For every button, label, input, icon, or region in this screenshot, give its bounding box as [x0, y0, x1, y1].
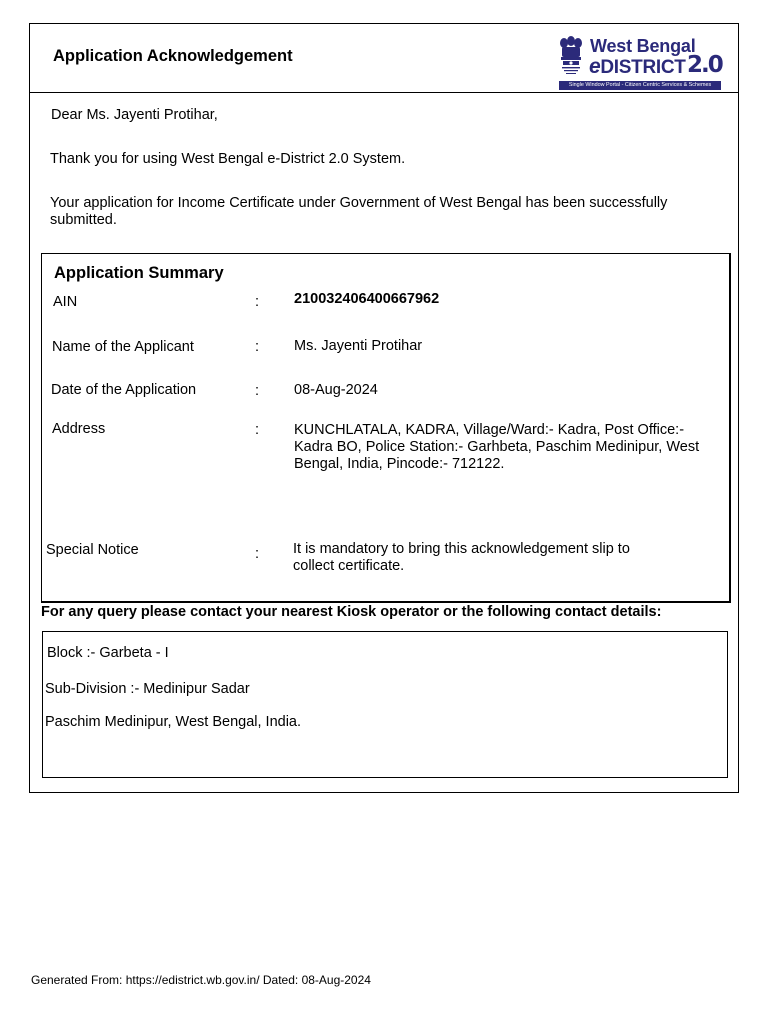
footer-generated-from: Generated From: https://edistrict.wb.gov.in/ Dated: 08-Aug-2024 [31, 973, 371, 987]
logo-district-word: DISTRICT [600, 57, 686, 78]
logo-e-letter: e [589, 55, 601, 78]
applicant-name-label: Name of the Applicant [52, 339, 194, 355]
application-date-label: Date of the Application [51, 382, 197, 398]
address-colon: : [255, 422, 260, 438]
acknowledgement-frame [29, 23, 739, 793]
submission-message: Your application for Income Certificate under Government of West Bengal has been successfully submitted. [50, 195, 668, 228]
contact-district: Paschim Medinipur, West Bengal, India. [45, 714, 302, 730]
ain-colon: : [255, 294, 260, 310]
special-notice-colon: : [255, 546, 260, 562]
special-notice-label: Special Notice [46, 542, 139, 558]
address-value: KUNCHLATALA, KADRA, Village/Ward:- Kadra, Post Office:- Kadra BO, Police Station:- Garhbeta, Paschim Medinipur, West Bengal, India, Pincode:- 712122. [294, 422, 700, 472]
edistrict-logo [556, 32, 726, 92]
special-notice-value: It is mandatory to bring this acknowledgement slip to collect certificate. [293, 541, 630, 574]
salutation: Dear Ms. Jayenti Protihar, [51, 107, 218, 123]
query-heading: For any query please contact your nearest Kiosk operator or the following contact details: [41, 604, 662, 620]
logo-edistrict [589, 55, 686, 79]
contact-subdivision: Sub-Division :- Medinipur Sadar [45, 681, 250, 697]
logo-tagline: Single Window Portal - Citizen Centric Services & Schemes [559, 81, 721, 90]
application-date-colon: : [255, 383, 260, 399]
summary-title: Application Summary [54, 264, 224, 282]
ain-label: AIN [53, 294, 78, 310]
thanks-text: Thank you for using West Bengal e-District 2.0 System. [50, 151, 406, 167]
application-date-value: 08-Aug-2024 [294, 382, 378, 398]
ashoka-emblem-icon [558, 34, 584, 76]
header-bar [30, 24, 738, 93]
applicant-name-colon: : [255, 339, 260, 355]
application-summary-box [41, 253, 731, 603]
address-label: Address [52, 421, 106, 437]
document-title: Application Acknowledgement [53, 47, 293, 65]
contact-block: Block :- Garbeta - I [47, 645, 169, 661]
contact-details-box [42, 631, 728, 778]
logo-west-bengal: West Bengal [590, 36, 696, 56]
ain-value: 210032406400667962 [294, 291, 440, 307]
logo-version: 2.0 [687, 52, 722, 78]
applicant-name-value: Ms. Jayenti Protihar [294, 338, 423, 354]
